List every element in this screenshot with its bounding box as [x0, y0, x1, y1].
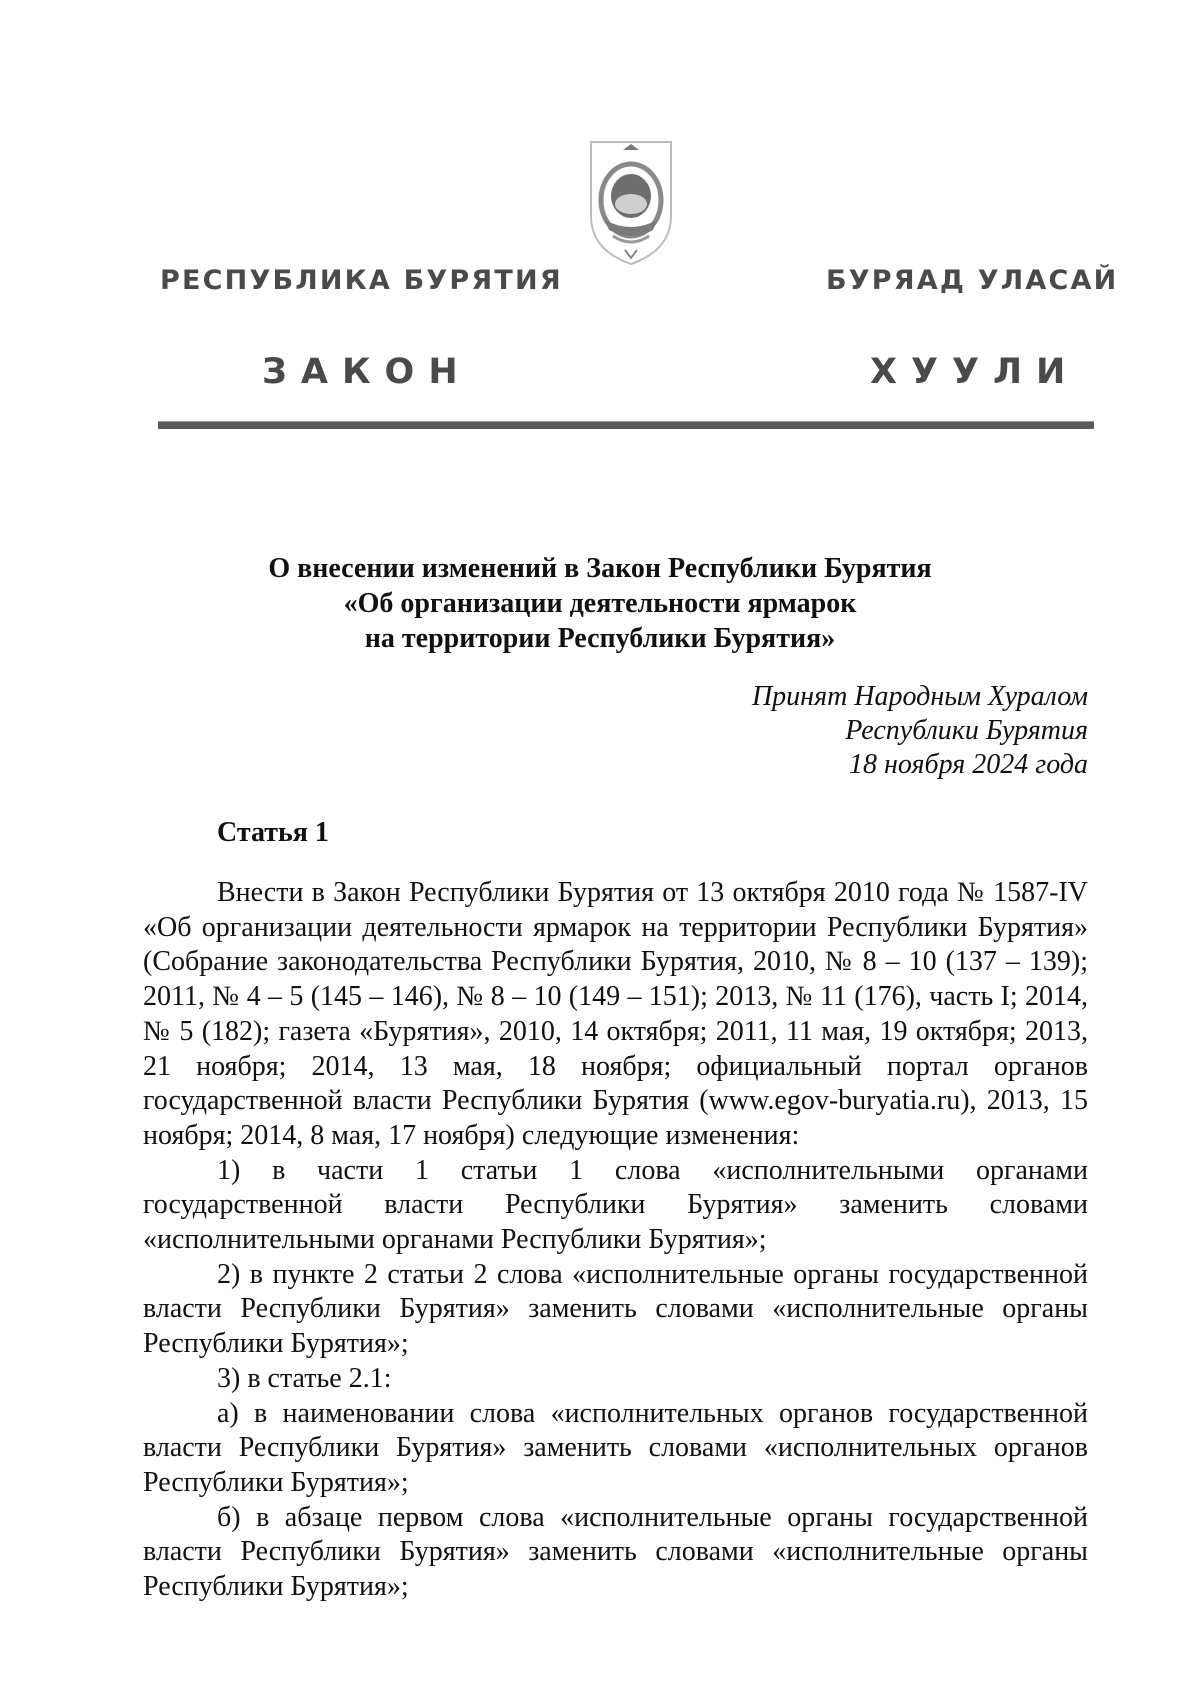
- article-paragraph: 2) в пункте 2 статьи 2 слова «исполнительные органы государственной власти Республики Бурятия» заменить словами «исполнительные органы Республики Бурятия»;: [143, 1258, 1088, 1360]
- article-paragraph: 1) в части 1 статьи 1 слова «исполнительными органами государственной власти Республики Бурятия» заменить словами «исполнительными органами Республики Бурятия»;: [143, 1154, 1088, 1256]
- republic-name-buryat: БУРЯАД УЛАСАЙ: [826, 265, 1119, 296]
- adoption-line-1: Принят Народным Хуралом: [751, 681, 1088, 712]
- title-line-1: О внесении изменений в Закон Республики Бурятия: [268, 553, 932, 584]
- title-line-2: «Об организации деятельности ярмарок: [343, 588, 857, 619]
- adoption-date: 18 ноября 2024 года: [849, 749, 1088, 780]
- coat-of-arms-icon: [583, 138, 679, 268]
- republic-name-russian: РЕСПУБЛИКА БУРЯТИЯ: [160, 265, 563, 296]
- document-title: [150, 551, 1050, 656]
- article-paragraph: а) в наименовании слова «исполнительных органов государственной власти Республики Бурятия» заменить словами «исполнительных органов Республики Бурятия»;: [143, 1397, 1088, 1498]
- article-body: [143, 876, 1088, 1605]
- law-label-buryat: ХУУЛИ: [870, 352, 1080, 392]
- article-heading: Статья 1: [217, 817, 329, 848]
- header-divider: [158, 421, 1094, 429]
- adoption-note: [752, 680, 1088, 782]
- article-paragraph: Внести в Закон Республики Бурятия от 13 октября 2010 года № 1587-IV «Об организации деятельности ярмарок на территории Республики Бурятия» (Собрание законодательства Республики Бурятия, 2010, № 8 – 10 (137 – 139); 2011, № 4 – 5 (145 – 146), № 8 – 10 (149 – 151); 2013, № 11 (176), часть I; 2014, № 5 (182); газета «Бурятия», 2010, 14 октября; 2011, 11 мая, 19 октября; 2013, 21 ноября; 2014, 13 мая, 18 ноября; официальный портал органов государственной власти Республики Бурятия (www.egov-buryatia.ru), 2013, 15 ноября; 2014, 8 мая, 17 ноября) следующие изменения:: [143, 877, 1088, 1151]
- title-line-3: на территории Республики Бурятия»: [364, 623, 836, 654]
- article-paragraph: 3) в статье 2.1:: [217, 1362, 392, 1394]
- article-paragraph: б) в абзаце первом слова «исполнительные органы государственной власти Республики Бурятия» заменить словами «исполнительные органы Республики Бурятия»;: [143, 1501, 1088, 1603]
- adoption-line-2: Республики Бурятия: [845, 715, 1088, 746]
- law-label-russian: ЗАКОН: [262, 352, 472, 392]
